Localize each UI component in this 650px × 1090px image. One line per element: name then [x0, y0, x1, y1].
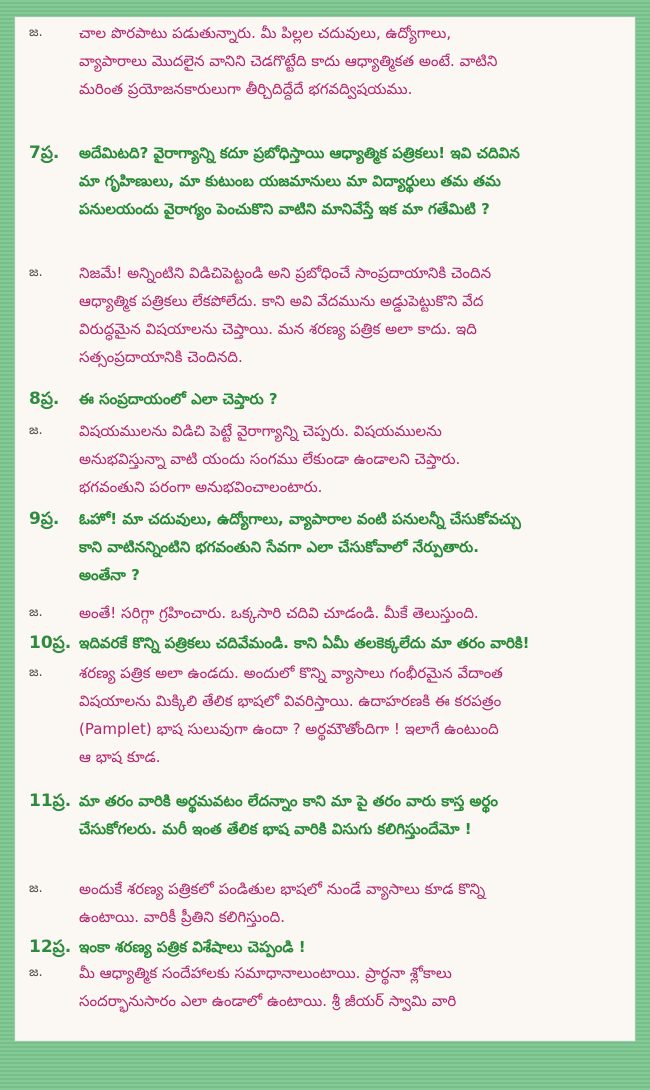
answer-text: చాల పొరపాటు పడుతున్నారు. మీ పిల్లల చదువులు, ఉద్యోగాలు, వ్యాపారాలు మొదలైన వానిని చెడగొట్టేది కాదు ఆధ్యాత్మికత అంటే. వాటిని మరింత ప్రయోజనకారులుగా తీర్చిదిద్దేదే భగవద్విషయము.	[79, 24, 498, 98]
answer-marker: జ.	[29, 605, 43, 620]
question-text: మా తరం వారికి అర్థమవటం లేదన్నాం కాని మా పై తరం వారు కాస్త అర్థం చేసుకోగలరు. మరీ ఇంత తేలిక భాష వారికి విసుగు కలిగిస్తుందేమో !	[79, 792, 499, 838]
answer-marker: జ.	[29, 665, 43, 680]
answer-marker: జ.	[29, 423, 43, 438]
question-text: ఇంకా శరణ్య పత్రిక విశేషాలు చెప్పండి !	[79, 938, 306, 956]
answer-text: విషయములను విడిచి పెట్టే వైరాగ్యాన్ని చెప్పరు. విషయములను అనుభవిస్తున్నా వాటి యందు సంగము లేకుండా ఉండాలని చెప్తారు. భగవంతుని పరంగా అనుభవించాలంటారు.	[79, 422, 461, 496]
question-number: 12ప్ర.	[29, 937, 72, 957]
question-number: 10ప్ర.	[29, 633, 72, 653]
answer-text: అందుకే శరణ్య పత్రికలో పండితుల భాషలో నుండే వ్యాసాలు కూడ కొన్ని ఉంటాయి. వారికీ ప్రీతిని కలిగిస్తుంది.	[79, 880, 486, 926]
question-text: ఓహో! మా చదువులు, ఉద్యోగాలు, వ్యాపారాల వంటి పనులన్నీ చేసుకోవచ్చు కాని వాటినన్నింటిని భగవంతుని సేవగా ఎలా చేసుకోవాలో నేర్పుతారు. అంతేనా ?	[79, 510, 521, 584]
answer-text: నిజమే! అన్నింటిని విడిచిపెట్టండి అని ప్రబోధించే సాంప్రదాయానికి చెందిన ఆధ్యాత్మిక పత్రికలు లేకపోలేదు. కాని అవి వేదమును అడ్డుపెట్టుకొని వేద విరుద్ధమైన విషయాలను చెప్తాయి. మన శరణ్య పత్రిక అలా కాదు. ఇది సత్సంప్రదాయానికి చెందినది.	[79, 264, 492, 366]
answer-text: మీ ఆధ్యాత్మిక సందేహాలకు సమాధానాలుంటాయి. ప్రార్థనా శ్లోకాలు సందర్భానుసారం ఎలా ఉండాలో ఉంటాయి. శ్రీ జీయర్ స్వామి వారి	[79, 964, 457, 1010]
question-text: అదేమిటది? వైరాగ్యాన్ని కదూ ప్రబోధిస్తాయి ఆధ్యాత్మిక పత్రికలు! ఇవి చదివిన మా గృహిణులు, మా కుటుంబ యజమానులు మా విద్యార్థులు తమ తమ పనులయందు వైరాగ్యం పెంచుకొని వాటిని మానివేస్తే ఇక మా గతేమిటి ?	[79, 144, 520, 218]
question-number: 8ప్ర.	[29, 389, 60, 409]
answer-marker: జ.	[29, 965, 43, 980]
question-text: ఇదివరకే కొన్ని పత్రికలు చదివేమండి. కాని ఏమీ తలకెక్కలేదు మా తరం వారికి!	[79, 634, 530, 652]
answer-marker: జ.	[29, 881, 43, 896]
question-text: ఈ సంప్రదాయంలో ఎలా చెప్తారు ?	[79, 390, 278, 408]
question-number: 7ప్ర.	[29, 143, 60, 163]
question-number: 11ప్ర.	[29, 791, 72, 811]
document-page	[14, 16, 636, 1042]
answer-marker: జ.	[29, 265, 43, 280]
answer-text: శరణ్య పత్రిక అలా ఉండదు. అందులో కొన్ని వ్యాసాలు గంభీరమైన వేదాంత విషయాలను మిక్కిలి తేలిక భాషలో వివరిస్తాయి. ఉదాహరణకి ఈ కరపత్రం (Pamplet) భాష సులువుగా ఉందా ? అర్థమౌతోందిగా ! ఇలాగే ఉంటుంది ఆ భాష కూడ.	[79, 664, 503, 766]
question-number: 9ప్ర.	[29, 509, 60, 529]
answer-marker: జ.	[29, 25, 43, 40]
answer-text: అంతే! సరిగ్గా గ్రహించారు. ఒక్కసారి చదివి చూడండి. మీకే తెలుస్తుంది.	[79, 604, 479, 622]
